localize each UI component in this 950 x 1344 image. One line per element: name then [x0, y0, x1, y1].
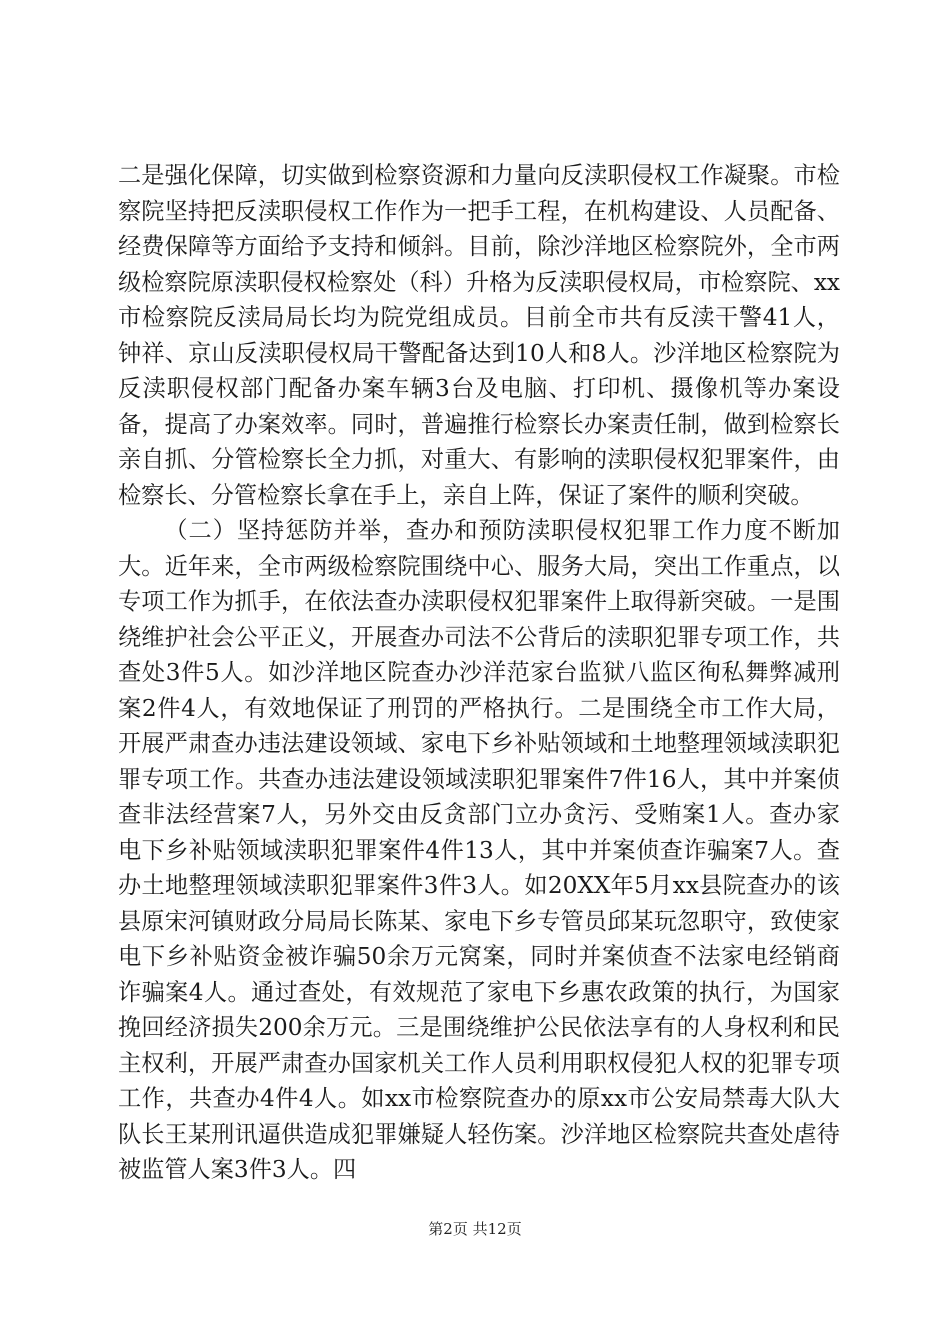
- document-body: [118, 158, 840, 1188]
- page-number-footer: 第2页 共12页: [428, 1220, 522, 1238]
- paragraph-safeguards: 二是强化保障，切实做到检察资源和力量向反渎职侵权工作凝聚。市检察院坚持把反渎职侵权工作作为一把手工程，在机构建设、人员配备、经费保障等方面给予支持和倾斜。目前，除沙洋地区检察院外，全市两级检察院原渎职侵权检察处（科）升格为反渎职侵权局，市检察院、xx市检察院反渎局局长均为院党组成员。目前全市共有反渎干警41人，钟祥、京山反渎职侵权局干警配备达到10人和8人。沙洋地区检察院为反渎职侵权部门配备办案车辆3台及电脑、打印机、摄像机等办案设备，提高了办案效率。同时，普遍推行检察长办案责任制，做到检察长亲自抓、分管检察长全力抓，对重大、有影响的渎职侵权犯罪案件，由检察长、分管检察长拿在手上，亲自上阵，保证了案件的顺利突破。: [118, 162, 840, 509]
- paragraph-prevention: （二）坚持惩防并举，查办和预防渎职侵权犯罪工作力度不断加大。近年来，全市两级检察院围绕中心、服务大局，突出工作重点，以专项工作为抓手，在依法查办渎职侵权犯罪案件上取得新突破。一是围绕维护社会公平正义，开展查办司法不公背后的渎职犯罪专项工作，共查处3件5人。如沙洋地区院查办沙洋范家台监狱八监区徇私舞弊减刑案2件4人，有效地保证了刑罚的严格执行。二是围绕全市工作大局，开展严肃查办违法建设领域、家电下乡补贴领域和土地整理领域渎职犯罪专项工作。共查办违法建设领域渎职犯罪案件7件16人，其中并案侦查非法经营案7人，另外交由反贪部门立办贪污、受贿案1人。查办家电下乡补贴领域渎职犯罪案件4件13人，其中并案侦查诈骗案7人。查办土地整理领域渎职犯罪案件3件3人。如20XX年5月xx县院查办的该县原宋河镇财政分局局长陈某、家电下乡专管员邱某玩忽职守，致使家电下乡补贴资金被诈骗50余万元窝案，同时并案侦查不法家电经销商诈骗案4人。通过查处，有效规范了家电下乡惠农政策的执行，为国家挽回经济损失200余万元。三是围绕维护公民依法享有的人身权利和民主权利，开展严肃查办国家机关工作人员利用职权侵犯人权的犯罪专项工作，共查办4件4人。如xx市检察院查办的原xx市公安局禁毒大队大队长王某刑讯逼供造成犯罪嫌疑人轻伤案。沙洋地区检察院共查处虐待被监管人案3件3人。四: [118, 517, 840, 1183]
